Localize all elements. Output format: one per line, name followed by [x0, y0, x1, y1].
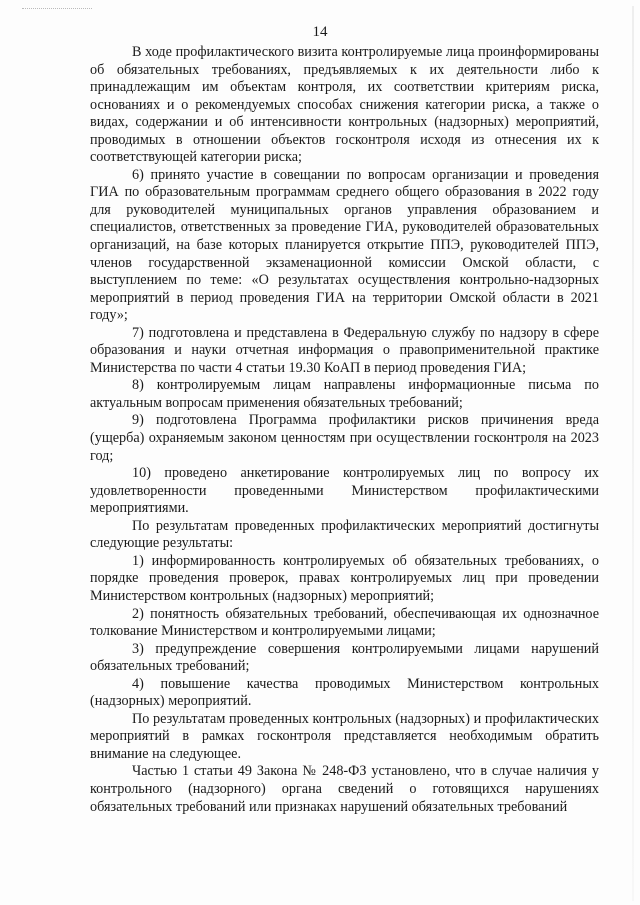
paragraph-law-248: Частью 1 статьи 49 Закона № 248-ФЗ установлено, что в случае наличия у контрольного (надзорного) органа сведений о готовящихся нарушениях обязательных требований или признаках нарушений обязательных требований [90, 763, 599, 815]
paragraph-visit-info: В ходе профилактического визита контролируемые лица проинформированы об обязательных требованиях, предъявляемых к их деятельности либо к принадлежащим им объектам контроля, их соответствии критериям риска, основаниях и о рекомендуемых способах снижения категории риска, а также о видах, содержании и об интенсивности контрольных (надзорных) мероприятий, проводимых в отношении объектов госконтроля исходя из отнесения их к соответствующей категории риска; [90, 44, 599, 166]
paragraph-result-4: 4) повышение качества проводимых Министерством контрольных (надзорных) мероприятий. [90, 675, 599, 710]
paragraph-result-3: 3) предупреждение совершения контролируемыми лицами нарушений обязательных требований; [90, 640, 599, 675]
paragraph-item-10: 10) проведено анкетирование контролируемых лиц по вопросу их удовлетворенности проведенными Министерством профилактическими мероприятиями. [90, 465, 599, 517]
scan-edge [632, 6, 634, 901]
scan-artifact [22, 8, 92, 11]
paragraph-results-intro: По результатам проведенных профилактических мероприятий достигнуты следующие результаты: [90, 517, 599, 552]
paragraph-item-6: 6) принято участие в совещании по вопросам организации и проведения ГИА по образовательным программам среднего общего образования в 2022 году для руководителей муниципальных органов управления образованием и специалистов, ответственных за проведение ГИА, руководителей образовательных организаций, на базе которых планируется открытие ППЭ, руководителей ППЭ, членов государственной экзаменационной комиссии Омской области, с выступлением по теме: «О результатах осуществления контрольно-надзорных мероприятий в период проведения ГИА на территории Омской области в 2021 году»; [90, 166, 599, 324]
paragraph-item-8: 8) контролируемым лицам направлены информационные письма по актуальным вопросам применения обязательных требований; [90, 377, 599, 411]
paragraph-result-1: 1) информированность контролируемых об обязательных требованиях, о порядке проведения проверок, правах контролируемых лиц при проведении Министерством контрольных (надзорных) мероприятий; [90, 552, 599, 604]
paragraph-result-2: 2) понятность обязательных требований, обеспечивающая их однозначное толкование Министерством и контролируемыми лицами; [90, 605, 599, 640]
paragraph-attention: По результатам проведенных контрольных (надзорных) и профилактических мероприятий в рамках госконтроля представляется необходимым обратить внимание на следующее. [90, 710, 599, 762]
paragraph-item-9: 9) подготовлена Программа профилактики рисков причинения вреда (ущерба) охраняемым законом ценностям при осуществлении госконтроля на 2023 год; [90, 412, 599, 464]
page-number: 14 [312, 24, 328, 40]
document-body [90, 44, 599, 816]
paragraph-item-7: 7) подготовлена и представлена в Федеральную службу по надзору в сфере образования и науки отчетная информация о правоприменительной практике Министерства по части 4 статьи 19.30 КоАП в период проведения ГИА; [90, 324, 599, 376]
